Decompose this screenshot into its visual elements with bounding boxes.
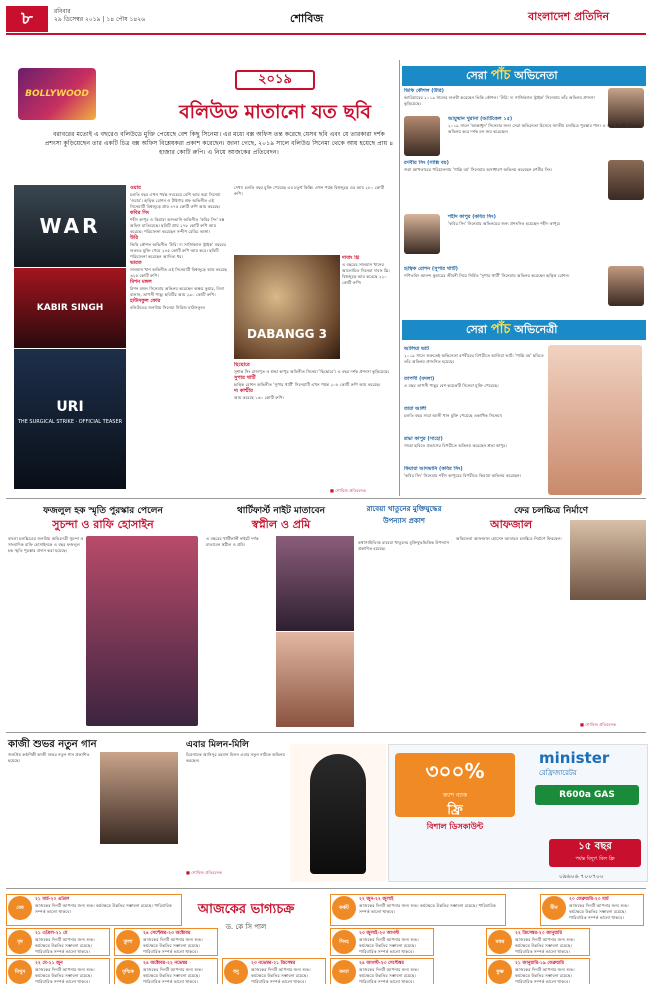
ad-offer: ৩০০% bbox=[425, 759, 485, 783]
ad-model-figure bbox=[310, 754, 366, 874]
zodiac-text: আজকের দিনটি আপনার জন্য শুভ। কর্মক্ষেত্রে উন্নতির সম্ভাবনা রয়েছে। পারিবারিক সম্পর্ক ভালো থাকবে। bbox=[569, 903, 629, 920]
zodiac-date: ২১ এপ্রিল-২১ মে bbox=[35, 931, 68, 936]
zodiac-text: আজকের দিনটি আপনার জন্য শুভ। কর্মক্ষেত্রে উন্নতির সম্ভাবনা রয়েছে। পারিবারিক সম্পর্ক ভালো থাকবে। bbox=[35, 903, 172, 914]
horoscope-title: আজকের ভাগ্যচক্র bbox=[197, 902, 295, 917]
horoscope-item bbox=[486, 958, 590, 984]
award-photo bbox=[86, 536, 198, 726]
actress-item bbox=[404, 346, 544, 374]
actress-item bbox=[404, 436, 644, 464]
film-subhead: কবির সিং bbox=[130, 210, 150, 216]
lead-headline: বলিউড মাতানো যত ছবি bbox=[179, 101, 371, 123]
tag-suffix: অভিনেত্রী bbox=[514, 323, 558, 336]
actor-text: ২০১৯ সালে 'আন্ধাধুন' সিনেমার জন্য সেরা অভিনেতা হিসেবে জাতীয় চলচ্চিত্র পুরস্কার পান। এ বছর তিনটি সিনেমায় অভিনয় করে দর্শক মন জয় করেছেন। bbox=[448, 123, 642, 134]
ad-warranty bbox=[549, 839, 641, 867]
actress-name: কিয়ারা আদভানি (কবির সিং) bbox=[404, 466, 463, 472]
ad-offer-label: ক্যাশ ব্যাক bbox=[442, 792, 468, 799]
zodiac-date: ২২ জুন-২২ জুলাই bbox=[359, 897, 394, 902]
zodiac-date: ২০ ফেব্রুয়ারি-২০ মার্চ bbox=[569, 897, 609, 902]
top5-actors-tag bbox=[402, 66, 646, 86]
actress-item bbox=[404, 376, 544, 404]
horoscope-item bbox=[540, 894, 644, 926]
film-text: হৃত্বিক রোশন অভিনীত 'সুপার থার্টি' সিনেমাটি এখন পর্যন্ত ২০৮ কোটি রুপি আয় করেছে। bbox=[234, 382, 381, 387]
shuvo-photo bbox=[100, 752, 178, 844]
film-subhead: দাবাং থ্রি bbox=[342, 255, 360, 261]
film-text: সুশান্ত সিং রাজপুত ও শ্রদ্ধা কাপুর অভিনীত সিনেমা 'ছিছোরে'। এ বছর দর্শক প্রশংসা কুড়িয়েছে। bbox=[234, 369, 390, 374]
actor-body bbox=[448, 214, 644, 227]
zodiac-icon: বৃষ bbox=[8, 930, 32, 954]
section-title: শোবিজ bbox=[290, 12, 324, 25]
tfn-names: স্বপ্নীল ও প্রমি bbox=[251, 518, 311, 531]
actor-item bbox=[404, 116, 644, 162]
ad-hotline: ০৯৬০৬ ৭০০৭০০ bbox=[559, 873, 604, 880]
actor-name: রণবীর সিং (গাল্লি বয়) bbox=[404, 160, 449, 166]
zodiac-icon: মকর bbox=[488, 930, 512, 954]
kabir-singh-poster: KABIR SINGH bbox=[14, 268, 126, 348]
lead-column-1 bbox=[130, 185, 230, 495]
tfn-headline: থার্টিফার্স্ট নাইট মাতাবেন bbox=[236, 506, 326, 516]
actor-body bbox=[404, 88, 600, 107]
novel-headline: রাবেয়া খাতুনের মুক্তিযুদ্ধের উপন্যাস প্রকাশ bbox=[366, 505, 442, 525]
lead-intro: বরাবরের মতোই এ বছরেও বলিউডে মুক্তি পেয়েছে বেশ কিছু সিনেমা। এর মধ্যে বক্স অফিস তন্ত করেছে যেসব ছবি এবং যে তারকারা দর্শক প্রশংসা কুড়িয়েছেন তার একটি চিত্র বক্স অফিস বিশ্লেষকরা প্রকাশ করেছেন। জানা গেছে, ২০১৯ সালে বলিউড সিনেমা থেকে আয় হয়েছে প্রায় ৪ হাজার কোটি রুপি। এ নিয়ে আজকের প্রতিবেদন। bbox=[44, 131, 394, 156]
afzal-text: অভিনেতা আফজাল হোসেন আবারও চলচ্চিত্র নির্মাণে ফিরছেন। bbox=[456, 536, 562, 541]
actor-photo bbox=[608, 160, 644, 200]
zodiac-icon: মেষ bbox=[8, 896, 32, 920]
zodiac-icon: কন্যা bbox=[332, 960, 356, 984]
actor-text: ক্যারিয়ারের ২০১৯ সালের শুরুটা করেছেন ভিকি কৌশল। 'উরি: দ্য সার্জিক্যাল স্ট্রাইক' সিনেমায় তাঁর অভিনয় প্রশংসা কুড়িয়েছে। bbox=[404, 95, 595, 106]
paper-logo: বাংলাদেশ প্রতিদিন bbox=[528, 10, 610, 23]
tag-prefix: সেরা bbox=[466, 69, 487, 82]
tag-prefix: সেরা bbox=[466, 323, 487, 336]
horoscope-item bbox=[6, 894, 182, 926]
horoscope-item bbox=[222, 958, 326, 984]
zodiac-icon: তুলা bbox=[116, 930, 140, 954]
zodiac-date: ২২ ডিসেম্বর-২০ জানুয়ারি bbox=[515, 931, 562, 936]
actor-body bbox=[404, 266, 600, 279]
award-names: সুচন্দা ও রাফি হোসাইন bbox=[52, 518, 154, 531]
actor-body bbox=[404, 160, 600, 173]
film-subhead: উরি bbox=[130, 235, 139, 241]
actress-text: চলতি বছর সারা আলী খান মুক্তি পেয়েছে একাধিক সিনেমা। bbox=[404, 413, 503, 418]
top5-actresses-tag bbox=[402, 320, 646, 340]
ad-offer-box bbox=[395, 753, 515, 817]
uri-title: URI bbox=[56, 399, 84, 415]
actor-name: শহীদ কাপুর (কবির সিং) bbox=[448, 214, 496, 220]
zodiac-text: আজকের দিনটি আপনার জন্য শুভ। কর্মক্ষেত্রে উন্নতির সম্ভাবনা রয়েছে। পারিবারিক সম্পর্ক ভালো থাকবে। bbox=[143, 967, 203, 984]
actor-name: ভিকি কৌশল (উরি) bbox=[404, 88, 444, 94]
zodiac-date: ২৪ আগস্ট-২৩ সেপ্টেম্বর bbox=[359, 961, 404, 966]
actor-photo bbox=[608, 266, 644, 306]
film-text: চলতি বছর এখন পর্যন্ত সবচেয়ে বেশি আয় করা সিনেমা 'ওয়ার'। হৃত্বিক রোশন ও টাইগার শ্রফ অভিনীত এই সিনেমাটি বিশ্বজুড়ে প্রায় ৪৭৫ কোটি রুপি আয় করেছে। bbox=[130, 192, 221, 209]
film-subhead: দ্য কাশ্মীর bbox=[234, 388, 253, 394]
date: ২৯ ডিসেম্বর ২০১৯ | ১৪ পৌষ ১৪২৬ bbox=[54, 16, 146, 23]
ad-years-sub: পর্যন্ত বিদ্যুৎ বিল ফ্রি bbox=[575, 856, 615, 862]
horoscope-item bbox=[330, 928, 434, 956]
horoscope-item bbox=[6, 928, 110, 956]
lead-byline: ■ শোবিজ প্রতিবেদক bbox=[330, 488, 366, 493]
lead-column-2c bbox=[234, 362, 394, 492]
zodiac-icon: সিংহ bbox=[332, 930, 356, 954]
promi-photo bbox=[276, 632, 354, 727]
ad-years: ১৫ বছর bbox=[578, 841, 612, 852]
day: রবিবার bbox=[54, 8, 71, 15]
actress-item bbox=[404, 466, 644, 494]
dabangg-poster: DABANGG 3 bbox=[234, 255, 340, 359]
zodiac-date: ২৩ জুলাই-২৩ আগস্ট bbox=[359, 931, 400, 936]
lead-column-2 bbox=[234, 185, 394, 255]
actor-name: আয়ুষ্মান খুরানা (আর্টিকেল ১৫) bbox=[448, 116, 513, 122]
milon-headline: এবার মিলন-মিলি bbox=[186, 740, 249, 750]
film-subhead: ওয়ার bbox=[130, 185, 141, 191]
page-number: ৮ bbox=[6, 6, 48, 32]
zodiac-icon: বৃশ্চিক bbox=[116, 960, 140, 984]
actress-name: তাপসী (বদলা) bbox=[404, 376, 435, 382]
actor-text: 'কবির সিং' সিনেমায় অভিনয়ের জন্য প্রশংসিত হয়েছেন শহীদ কাপুর। bbox=[448, 221, 561, 226]
year-badge: ২০১৯ bbox=[235, 70, 315, 90]
film-text: সালমান খান অভিনীত এই সিনেমাটি বিশ্বজুড়ে আয় করেছে ৩২৫ কোটি রুপি। bbox=[130, 267, 228, 278]
actor-photo bbox=[404, 116, 440, 156]
column-divider bbox=[399, 60, 400, 496]
horoscope-item bbox=[330, 894, 506, 926]
header-rule bbox=[6, 33, 646, 35]
film-text: আয় করেছে ১৬০ কোটি রুপি। bbox=[234, 395, 285, 400]
row-divider-3 bbox=[6, 888, 646, 889]
actress-name: শ্রদ্ধা কাপুর (সাহো) bbox=[404, 436, 443, 442]
afzal-headline: ফের চলচ্চিত্র নির্মাণে bbox=[513, 506, 589, 516]
actor-text: জয়া আখতারের পরিচালনায় 'গাল্লি বয়' সিনেমায় অসাধারণ অভিনয় করেছেন রণবীর সিং। bbox=[404, 167, 553, 172]
actor-item bbox=[404, 214, 644, 260]
zodiac-date: ২১ মার্চ-২০ এপ্রিল bbox=[35, 897, 70, 902]
zodiac-text: আজকের দিনটি আপনার জন্য শুভ। কর্মক্ষেত্রে উন্নতির সম্ভাবনা রয়েছে। পারিবারিক সম্পর্ক ভালো থাকবে। bbox=[515, 967, 575, 984]
film-subhead: সুপার থার্টি bbox=[234, 375, 256, 381]
ad-product: রেফ্রিজারেটর bbox=[539, 769, 577, 777]
horoscope-item bbox=[114, 958, 218, 984]
zodiac-icon: মীন bbox=[542, 896, 566, 920]
row2-byline: ■ শোবিজ প্রতিবেদক bbox=[580, 722, 616, 727]
film-text: ভিকি কৌশল অভিনীত 'উরি: দ্য সার্জিক্যাল স্ট্রাইক' বছরের শুরুতে মুক্তি পেয়ে ২৪৫ কোটি রুপি আয় করে। ছবিটি পরিচালনা করেছেন আদিত্য ধর। bbox=[130, 242, 226, 259]
date-line bbox=[54, 8, 145, 24]
zodiac-text: আজকের দিনটি আপনার জন্য শুভ। কর্মক্ষেত্রে উন্নতির সম্ভাবনা রয়েছে। পারিবারিক সম্পর্ক ভালো থাকবে। bbox=[251, 967, 311, 984]
zodiac-date: ২১ জানুয়ারি-১৯ ফেব্রুয়ারি bbox=[515, 961, 564, 966]
actor-name: হৃত্বিক রোশন (সুপার থার্টি) bbox=[404, 266, 458, 272]
row-divider bbox=[6, 498, 646, 499]
ad-gas: R600a GAS bbox=[535, 785, 639, 805]
advertisement bbox=[388, 744, 648, 882]
award-text: বাংলা চলচ্চিত্রের জনপ্রিয় অভিনেত্রী সুচন্দা ও সাংবাদিক রাফি হোসাইনকে এ বছর ফজলুল হক স্মৃতি পুরস্কার প্রদান করা হয়েছে। bbox=[8, 536, 84, 553]
award-headline: ফজলুল হক স্মৃতি পুরস্কার পেলেন bbox=[43, 506, 163, 516]
actress-name: তারা আলী bbox=[404, 406, 427, 412]
ad-headline: বিশাল ডিসকাউন্ট bbox=[426, 822, 484, 831]
shuvo-headline: কাজী শুভর নতুন গান bbox=[8, 739, 97, 750]
horoscope-item bbox=[6, 958, 110, 984]
zodiac-text: আজকের দিনটি আপনার জন্য শুভ। কর্মক্ষেত্রে উন্নতির সম্ভাবনা রয়েছে। পারিবারিক সম্পর্ক ভালো থাকবে। bbox=[515, 937, 575, 954]
afzal-name: আফজাল bbox=[489, 518, 533, 531]
actress-item bbox=[404, 406, 544, 434]
horoscope-item bbox=[114, 928, 218, 956]
horoscope-item bbox=[330, 958, 434, 984]
zodiac-date: ২৪ অক্টোবর-২২ নভেম্বর bbox=[143, 961, 188, 966]
zodiac-text: আজকের দিনটি আপনার জন্য শুভ। কর্মক্ষেত্রে উন্নতির সম্ভাবনা রয়েছে। পারিবারিক সম্পর্ক ভালো থাকবে। bbox=[359, 937, 419, 954]
ad-model bbox=[290, 744, 386, 882]
bollywood-logo: BOLLYWOOD bbox=[18, 68, 96, 120]
tag-suffix: অভিনেতা bbox=[514, 69, 558, 82]
actor-body bbox=[448, 116, 644, 135]
film-text: বলিউডের জনপ্রিয় সিনেমা সিরিজ হাউসফুল। bbox=[130, 305, 206, 310]
actor-item bbox=[404, 160, 644, 206]
actress-name: আলিয়া ভাট bbox=[404, 346, 430, 352]
horoscope-item bbox=[486, 928, 590, 956]
film-text: মিশন মঙ্গল সিনেমায় অভিনয় করেছেন অক্ষয় কুমার, বিদ্যা বালান, তাপসী পান্নু। ছবিটির আয় ২৯০ কোটি রুপি। bbox=[130, 286, 225, 297]
tag-num: পাঁচ bbox=[490, 322, 511, 337]
tag-num: পাঁচ bbox=[490, 68, 511, 83]
row3-byline: ■ শোবিজ প্রতিবেদক bbox=[186, 870, 222, 875]
lead-column-2b bbox=[342, 255, 396, 365]
milon-text: চিত্রনায়ক আনিসুর রহমান মিলন এবার নতুন নাটকে অভিনয় করছেন। bbox=[186, 752, 285, 763]
actress-text: 'কবির সিং' সিনেমায় শহীদ কাপুরের বিপরীতে কিয়ারা অভিনয় করেছেন। bbox=[404, 473, 522, 478]
zodiac-text: আজকের দিনটি আপনার জন্য শুভ। কর্মক্ষেত্রে উন্নতির সম্ভাবনা রয়েছে। পারিবারিক সম্পর্ক ভালো থাকবে। bbox=[359, 967, 419, 984]
actor-item bbox=[404, 266, 644, 312]
novel-text: কথাসাহিত্যিক রাবেয়া খাতুনের মুক্তিযুদ্ধভিত্তিক উপন্যাস প্রকাশিত হয়েছে। bbox=[358, 540, 450, 551]
zodiac-text: আজকের দিনটি আপনার জন্য শুভ। কর্মক্ষেত্রে উন্নতির সম্ভাবনা রয়েছে। পারিবারিক সম্পর্ক ভালো থাকবে। bbox=[143, 937, 203, 954]
zodiac-date: ২৩ নভেম্বর-২১ ডিসেম্বর bbox=[251, 961, 296, 966]
uri-poster bbox=[14, 349, 126, 489]
film-text: শহীদ কাপুর ও কিয়ারা আদভানি অভিনীত 'কবির সিং' বক্স অফিস মাতিয়েছে। ছবিটি প্রায় ২৭৮ কোটি রুপি আয় করেছে। পরিচালনা করেছেন সন্দীপ রেড্ডি ভাঙ্গা। bbox=[130, 217, 225, 234]
film-subhead: ভারত bbox=[130, 260, 142, 266]
film-subhead: মিশন মঙ্গল bbox=[130, 279, 152, 285]
zodiac-icon: মিথুন bbox=[8, 960, 32, 984]
zodiac-icon: ধনু bbox=[224, 960, 248, 984]
uri-subtitle: THE SURGICAL STRIKE · OFFICIAL TEASER bbox=[17, 419, 123, 425]
actor-text: গণিতবিদ আনন্দ কুমারের জীবনী নিয়ে নির্মিত 'সুপার থার্টি' সিনেমায় অভিনয় করেছেন হৃত্বিক রোশন। bbox=[404, 273, 570, 278]
zodiac-icon: কুম্ভ bbox=[488, 960, 512, 984]
film-subhead: ছিছোরে bbox=[234, 362, 250, 368]
actress-text: এ বছর তাপসী পান্নুর বেশ কয়েকটি সিনেমা মুক্তি পেয়েছে। bbox=[404, 383, 499, 388]
film-text: এ বছরের সালমান খানের আলোচিত সিনেমা দাবাং থ্রি। বিশ্বজুড়ে আয় করেছে ২২০ কোটি রুপি। bbox=[342, 262, 390, 285]
actor-photo bbox=[404, 214, 440, 254]
ad-free: ফ্রি bbox=[447, 803, 463, 818]
film-text: দেখা। চলতি বছর মুক্তি পেয়েছে এর চতুর্থ কিস্তি। এখন পর্যন্ত বিশ্বজুড়ে এর আয় ২৮০ কোটি রুপি। bbox=[234, 185, 385, 196]
afzal-photo bbox=[570, 520, 646, 600]
actress-text: সাহো ছবিতে প্রভাসের বিপরীতে অভিনয় করেছেন শ্রদ্ধা কাপুর। bbox=[404, 443, 507, 448]
zodiac-text: আজকের দিনটি আপনার জন্য শুভ। কর্মক্ষেত্রে উন্নতির সম্ভাবনা রয়েছে। পারিবারিক সম্পর্ক ভালো থাকবে। bbox=[35, 937, 95, 954]
shuvo-text: জনপ্রিয় কণ্ঠশিল্পী কাজী শুভর নতুন গান প্রকাশিত হয়েছে। bbox=[8, 752, 90, 763]
swapnil-photo bbox=[276, 536, 354, 631]
tfn-text: এ বছরের থার্টিফার্স্ট নাইটে দর্শক মাতাবেন স্বপ্নীল ও প্রমি। bbox=[206, 536, 259, 547]
film-subhead: হাউসফুল ফোর bbox=[130, 298, 161, 304]
zodiac-text: আজকের দিনটি আপনার জন্য শুভ। কর্মক্ষেত্রে উন্নতির সম্ভাবনা রয়েছে। পারিবারিক সম্পর্ক ভালো থাকবে। bbox=[359, 903, 496, 914]
horoscope-author: ড. কে সি পাল bbox=[225, 923, 267, 931]
actress-text: ২০১৯ সালে শুরুতেই অভিনেতা রণবীরের বিপরীতে আলিয়া ভাট। 'গাল্লি বয়' ছবিতে তাঁর অভিনয় প্রশংসিত হয়েছে। bbox=[404, 353, 544, 364]
zodiac-text: আজকের দিনটি আপনার জন্য শুভ। কর্মক্ষেত্রে উন্নতির সম্ভাবনা রয়েছে। পারিবারিক সম্পর্ক ভালো থাকবে। bbox=[35, 967, 95, 984]
row-divider-2 bbox=[6, 732, 646, 733]
war-poster: WAR bbox=[14, 185, 126, 267]
zodiac-icon: কর্কট bbox=[332, 896, 356, 920]
zodiac-date: ২৪ সেপ্টেম্বর-২৩ অক্টোবর bbox=[143, 931, 191, 936]
ad-brand: minister bbox=[539, 749, 610, 767]
zodiac-date: ২২ মে-২১ জুন bbox=[35, 961, 63, 966]
